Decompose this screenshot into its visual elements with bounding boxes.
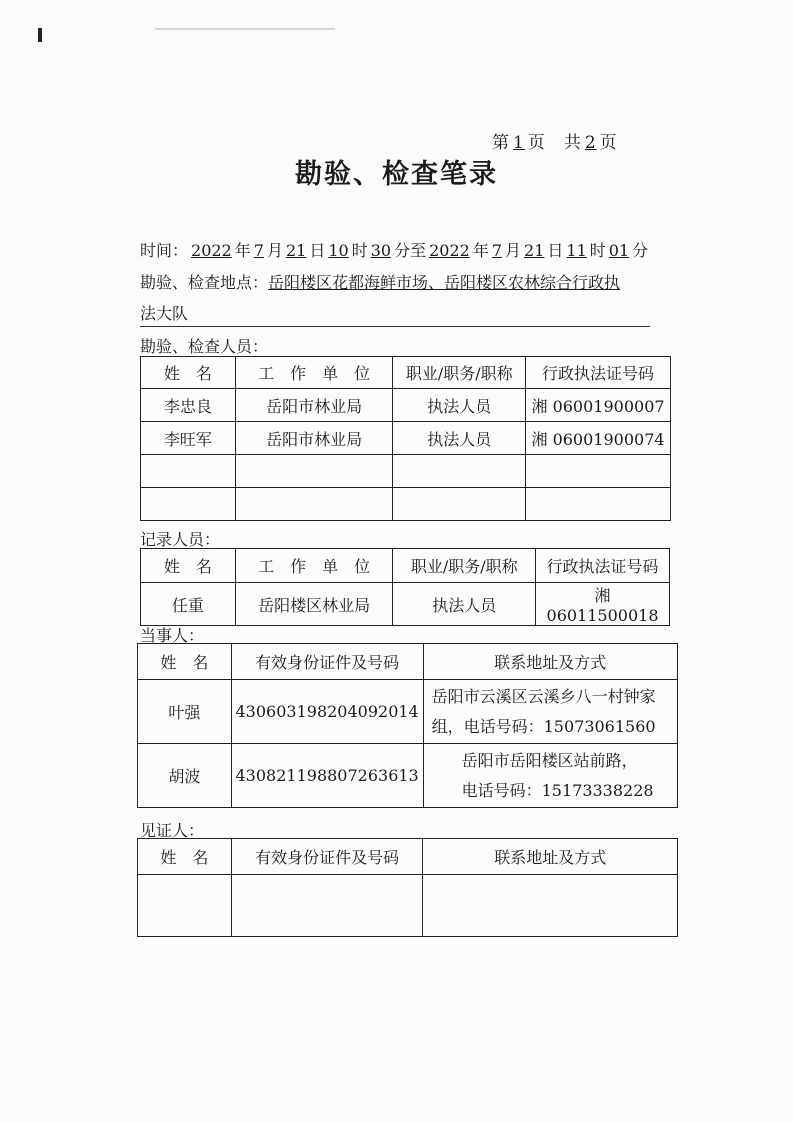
cell-empty [141,488,236,521]
unit-year-2: 年 [472,241,489,260]
cell-empty [235,488,393,521]
cell-position: 执法人员 [393,422,526,455]
page-prefix: 第 [492,133,510,153]
contact-line-2: 电话号码：15173338228 [461,780,654,800]
cell-empty [526,455,671,488]
contact-line-1: 岳阳市岳阳楼区站前路， [461,750,638,770]
inspectors-label: 勘验、检查人员： [140,337,269,356]
end-day: 21 [524,241,545,260]
cell-id: 430821198807263613 [231,744,423,808]
unit-hour: 时 [351,241,368,260]
start-year: 2022 [191,241,232,260]
table-row [138,744,678,808]
header-contact: 联系地址及方式 [423,839,678,875]
page-current: 1 [513,133,525,153]
cell-empty [231,875,423,937]
location-line [140,270,620,293]
table-header-row [141,549,670,583]
time-line [140,238,648,261]
cell-empty [526,488,671,521]
page-middle: 页 共 [527,133,582,153]
header-license: 行政执法证号码 [536,549,670,583]
unit-hour-2: 时 [589,241,606,260]
table-row-empty [138,875,678,937]
unit-month: 月 [266,241,283,260]
cell-empty [138,875,232,937]
scan-top-line [155,28,335,30]
cell-empty [235,455,393,488]
page-number [492,128,618,153]
unit-day-2: 日 [547,241,564,260]
page-total: 2 [584,133,597,153]
cell-name: 李旺军 [141,422,236,455]
cell-license: 湘 06001900074 [526,422,671,455]
end-month: 7 [491,241,503,260]
inspectors-table [140,356,671,521]
table-row-empty [141,488,671,521]
cell-contact [423,680,677,744]
table-header-row [141,357,671,389]
end-hour: 11 [566,241,587,260]
witnesses-label: 见证人： [140,821,205,840]
cell-empty [423,875,678,937]
cell-name: 李忠良 [141,389,236,422]
table-row [141,583,670,626]
table-row [141,422,671,455]
cell-unit: 岳阳市林业局 [235,389,393,422]
header-unit: 工 作 单 位 [235,357,393,389]
scan-edge-mark [38,28,42,42]
header-name: 姓 名 [138,839,232,875]
recorders-table [140,548,670,626]
start-month: 7 [253,241,264,260]
table-row [141,389,671,422]
header-name: 姓 名 [141,549,236,583]
table-header-row [138,839,678,875]
header-license: 行政执法证号码 [526,357,671,389]
location-line-2: 法大队 [140,301,650,327]
start-minute: 30 [370,241,392,260]
location-value-1: 岳阳楼区花都海鲜市场、岳阳楼区农林综合行政执 [268,273,621,292]
header-position: 职业/职务/职称 [393,357,526,389]
parties-table [137,643,678,808]
cell-contact [423,744,677,808]
location-label: 勘验、检查地点： [140,273,269,292]
cell-license: 湘 06001900007 [526,389,671,422]
cell-id: 430603198204092014 [231,680,423,744]
start-hour: 10 [328,241,349,260]
unit-year: 年 [234,241,251,260]
cell-empty [141,455,236,488]
cell-position: 执法人员 [393,583,536,626]
end-minute: 01 [608,241,630,260]
header-id: 有效身份证件及号码 [231,839,423,875]
cell-position: 执法人员 [393,389,526,422]
unit-day: 日 [309,241,326,260]
document-title: 勘验、检查笔录 [295,159,498,190]
witnesses-table [137,838,678,937]
header-contact: 联系地址及方式 [423,644,677,680]
unit-minute-2: 分 [632,241,649,260]
cell-name: 任重 [141,583,236,626]
header-name: 姓 名 [138,644,232,680]
contact-line-2: 组，电话号码：15073061560 [431,716,656,736]
cell-empty [393,455,526,488]
header-position: 职业/职务/职称 [393,549,536,583]
end-year: 2022 [429,241,470,260]
parties-label: 当事人： [140,626,205,645]
start-day: 21 [285,241,307,260]
cell-name: 叶强 [138,680,232,744]
time-to: 至 [410,241,427,260]
header-id: 有效身份证件及号码 [231,644,423,680]
header-name: 姓 名 [141,357,236,389]
unit-minute: 分 [394,241,411,260]
contact-line-1: 岳阳市云溪区云溪乡八一村钟家 [431,686,656,706]
table-row [138,680,678,744]
table-row-empty [141,455,671,488]
recorders-label: 记录人员： [140,530,221,549]
cell-unit: 岳阳楼区林业局 [235,583,393,626]
cell-license: 湘 06011500018 [536,583,670,626]
time-label: 时间： [140,241,189,260]
header-unit: 工 作 单 位 [235,549,393,583]
unit-month-2: 月 [505,241,522,260]
cell-name: 胡波 [138,744,232,808]
cell-empty [393,488,526,521]
table-header-row [138,644,678,680]
page-suffix: 页 [599,133,618,153]
cell-unit: 岳阳市林业局 [235,422,393,455]
